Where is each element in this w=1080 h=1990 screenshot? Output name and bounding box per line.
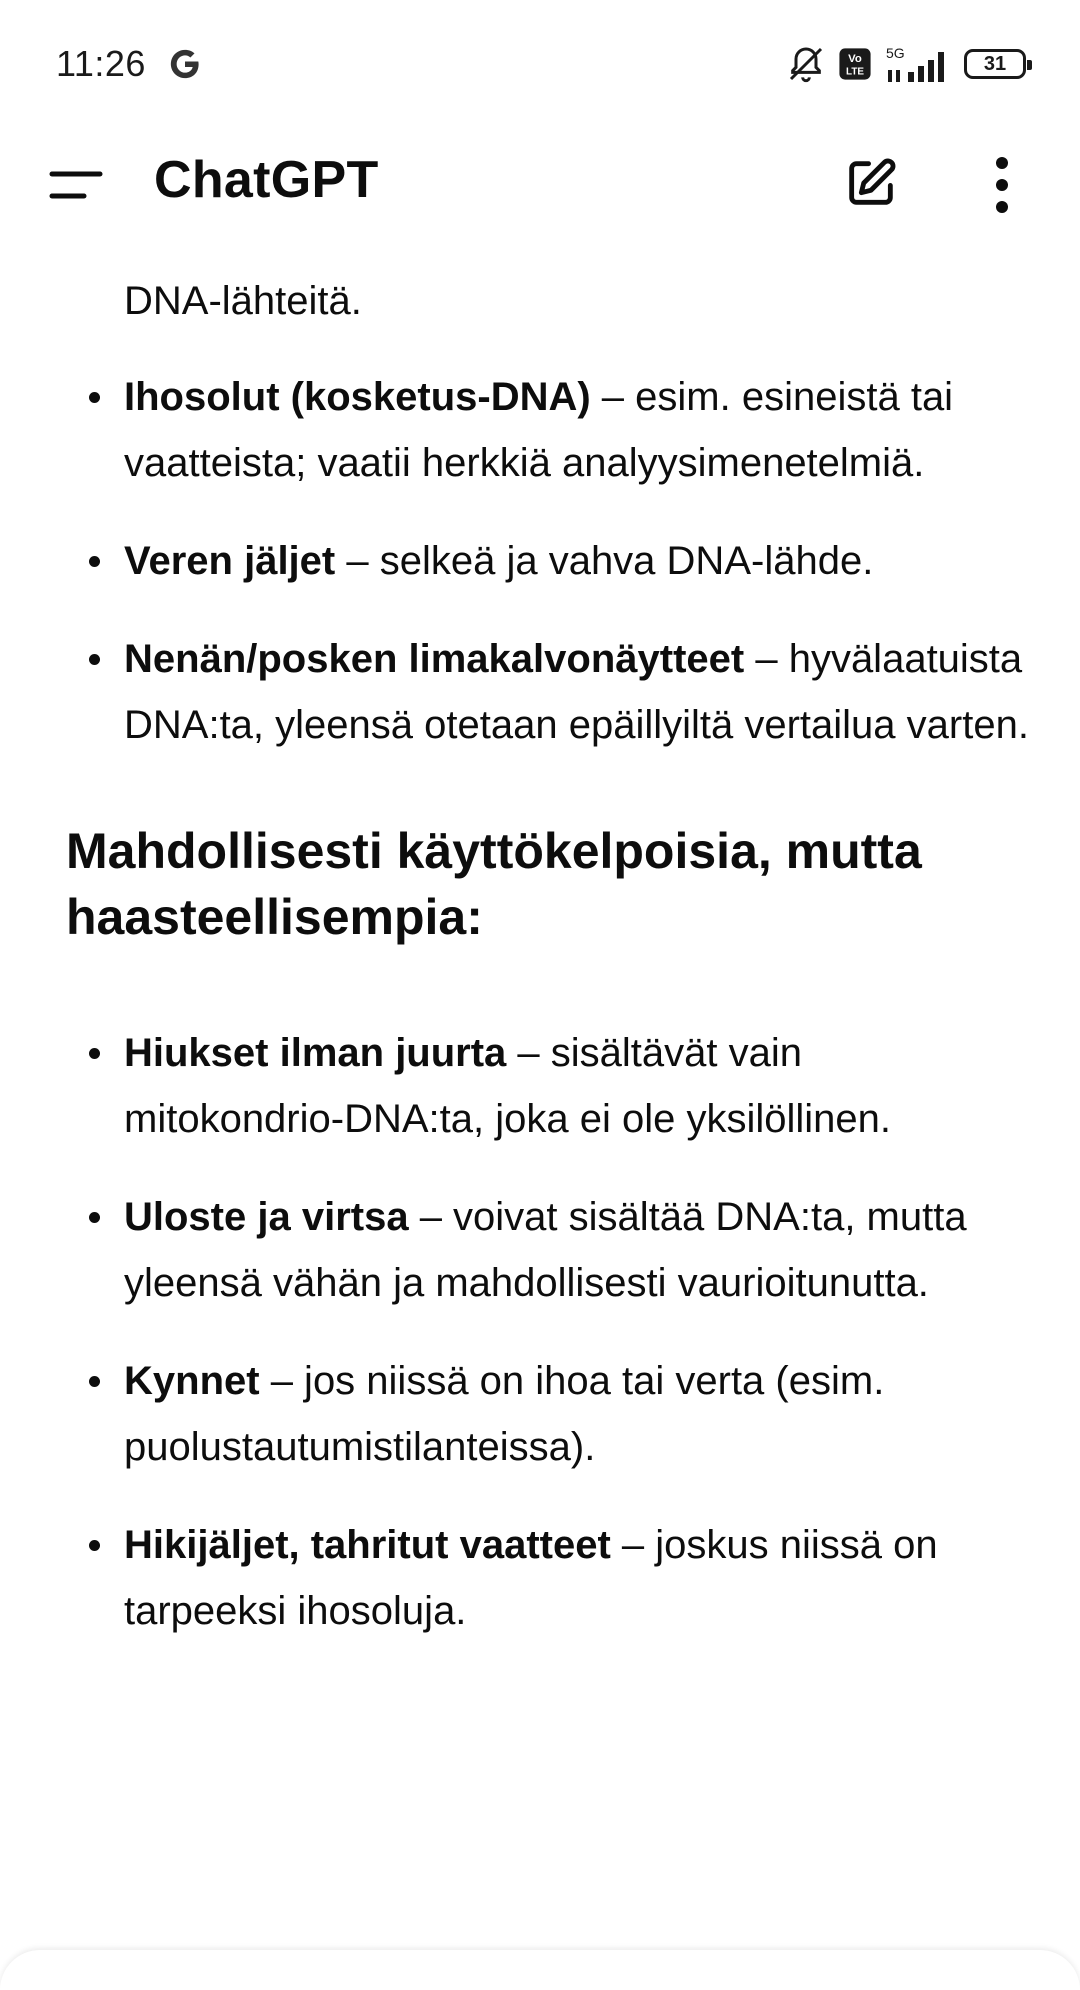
item-term: Uloste ja virtsa <box>124 1195 409 1239</box>
app-header <box>0 128 1080 238</box>
battery-level: 31 <box>983 52 1007 75</box>
bullet-list-challenging <box>0 1020 1080 1644</box>
section-heading: Mahdollisesti käyttökelpoisia, mutta haasteellisempia: <box>66 823 922 945</box>
svg-text:LTE: LTE <box>846 66 864 78</box>
bullet-list-reliable <box>0 364 1080 758</box>
svg-text:Vo: Vo <box>848 52 862 65</box>
list-item <box>0 364 1080 496</box>
more-options-icon[interactable] <box>988 156 1016 214</box>
google-icon <box>168 47 202 81</box>
item-description: – voivat sisältää DNA:ta, mutta yleensä vähän ja mahdollisesti vaurioitunutta. <box>124 1195 967 1305</box>
composer-sheet-edge[interactable] <box>0 1950 1080 1990</box>
list-item <box>0 1512 1080 1644</box>
item-term: Ihosolut (kosketus-DNA) <box>124 375 591 419</box>
battery-icon <box>964 49 1026 79</box>
item-description: – sisältävät vain mitokondrio-DNA:ta, joka ei ole yksilöllinen. <box>124 1031 891 1141</box>
item-term: Nenän/posken limakalvonäytteet <box>124 637 745 681</box>
continuation-text: DNA-lähteitä. <box>124 279 362 323</box>
status-right <box>786 44 1026 84</box>
item-description: – jos niissä on ihoa tai verta (esim. puolustautumistilanteissa). <box>124 1359 885 1469</box>
item-description: – esim. esineistä tai vaatteista; vaatii herkkiä analyysimenetelmiä. <box>124 375 954 485</box>
item-term: Kynnet <box>124 1359 260 1403</box>
new-chat-icon[interactable] <box>842 154 900 212</box>
item-term: Veren jäljet <box>124 539 336 583</box>
item-description: – hyvälaatuista DNA:ta, yleensä otetaan epäillyiltä vertailua varten. <box>124 637 1029 747</box>
chat-message <box>0 268 1080 1676</box>
item-description: – joskus niissä on tarpeeksi ihosoluja. <box>124 1523 938 1633</box>
status-left <box>56 43 202 85</box>
app-title: ChatGPT <box>154 151 379 209</box>
volte-icon <box>838 47 872 81</box>
item-term: Hikijäljet, tahritut vaatteet <box>124 1523 611 1567</box>
status-time: 11:26 <box>56 43 146 84</box>
list-item <box>0 528 1080 594</box>
list-item <box>0 1348 1080 1480</box>
item-description: – selkeä ja vahva DNA-lähde. <box>335 539 874 583</box>
item-term: Hiukset ilman juurta <box>124 1031 507 1075</box>
signal-5g-icon <box>884 44 952 84</box>
list-item <box>0 1184 1080 1316</box>
list-item <box>0 1020 1080 1152</box>
bell-muted-icon <box>786 44 826 84</box>
menu-icon[interactable] <box>48 168 104 202</box>
status-bar <box>0 0 1080 128</box>
svg-text:5G: 5G <box>886 45 905 61</box>
list-item <box>0 626 1080 758</box>
